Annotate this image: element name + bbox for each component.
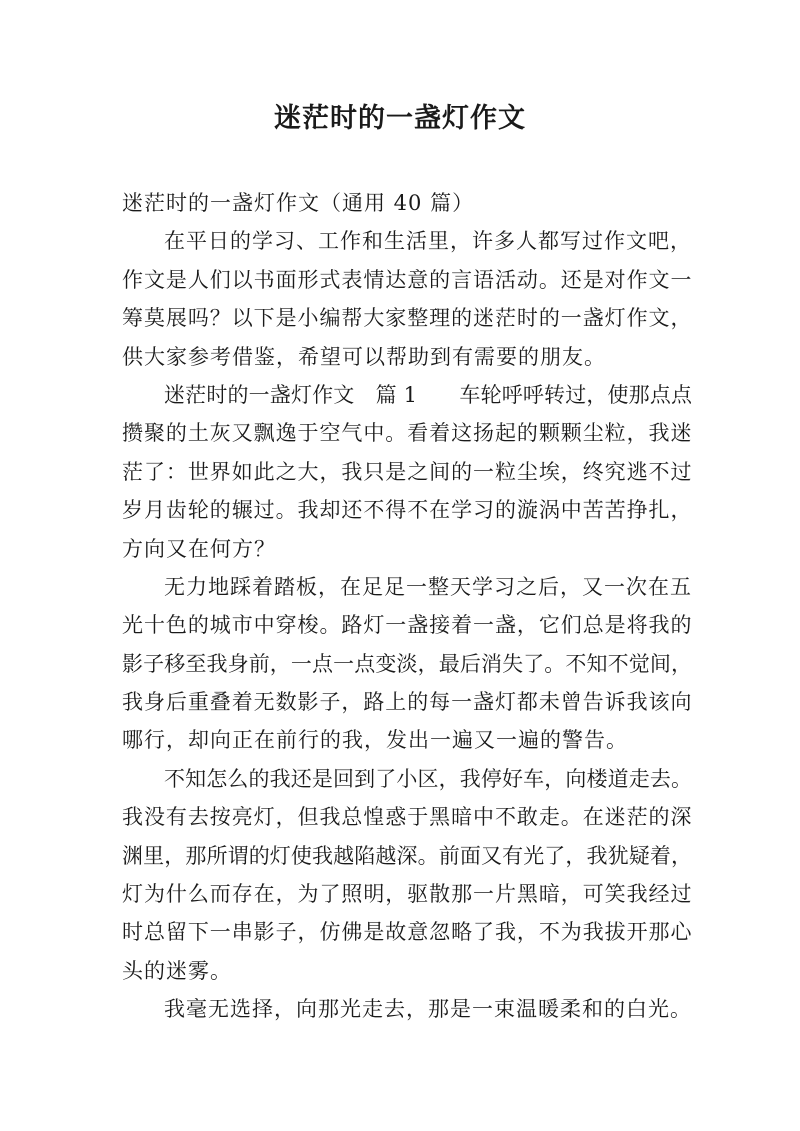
- paragraph-line: 茫了：世界如此之大，我只是之间的一粒尘埃，终究逃不过: [122, 459, 692, 484]
- paragraph-line: 无力地踩着踏板，在足足一整天学习之后，又一次在五: [164, 574, 692, 599]
- paragraph-line: 影子移至我身前，一点一点变淡，最后消失了。不知不觉间，: [122, 651, 692, 676]
- paragraph-line: 不知怎么的我还是回到了小区，我停好车，向楼道走去。: [164, 766, 692, 791]
- document-title: 迷茫时的一盏灯作文: [274, 103, 526, 134]
- paragraph-line: 方向又在何方？: [122, 536, 276, 561]
- paragraph-line: 作文是人们以书面形式表情达意的言语活动。还是对作文一: [122, 267, 692, 292]
- paragraph-line: 渊里，那所谓的灯使我越陷越深。前面又有光了，我犹疑着，: [122, 843, 692, 868]
- paragraph-line: 灯为什么而存在，为了照明，驱散那一片黑暗，可笑我经过: [122, 882, 692, 907]
- paragraph-line: 哪行，却向正在前行的我，发出一遍又一遍的警告。: [122, 728, 628, 753]
- paragraph-line: 攒聚的土灰又飘逸于空气中。看着这扬起的颗颗尘粒，我迷: [122, 421, 692, 446]
- paragraph-line: 供大家参考借鉴，希望可以帮助到有需要的朋友。: [122, 344, 606, 369]
- subtitle-line: 迷茫时的一盏灯作文（通用 40 篇）: [122, 191, 475, 215]
- paragraph-line: 我没有去按亮灯，但我总惶惑于黑暗中不敢走。在迷茫的深: [122, 805, 692, 830]
- paragraph-line: 我毫无选择，向那光走去，那是一束温暖柔和的白光。: [164, 997, 692, 1022]
- paragraph-line: 光十色的城市中穿梭。路灯一盏接着一盏，它们总是将我的: [122, 613, 692, 638]
- paragraph-line: 我身后重叠着无数影子，路上的每一盏灯都未曾告诉我该向: [122, 690, 692, 715]
- paragraph-line: 筹莫展吗？以下是小编帮大家整理的迷茫时的一盏灯作文，: [122, 306, 692, 331]
- paragraph-line: 岁月齿轮的辗过。我却还不得不在学习的漩涡中苦苦挣扎，: [122, 498, 692, 523]
- paragraph-line: 在平日的学习、工作和生活里，许多人都写过作文吧，: [164, 229, 692, 254]
- document-body: [122, 184, 692, 1029]
- paragraph-line: 头的迷雾。: [122, 958, 232, 983]
- section-heading-line: 迷茫时的一盏灯作文 篇 1 车轮呼呼转过，使那点点: [164, 382, 692, 407]
- paragraph-line: 时总留下一串影子，仿佛是故意忽略了我，不为我拔开那心: [122, 920, 692, 945]
